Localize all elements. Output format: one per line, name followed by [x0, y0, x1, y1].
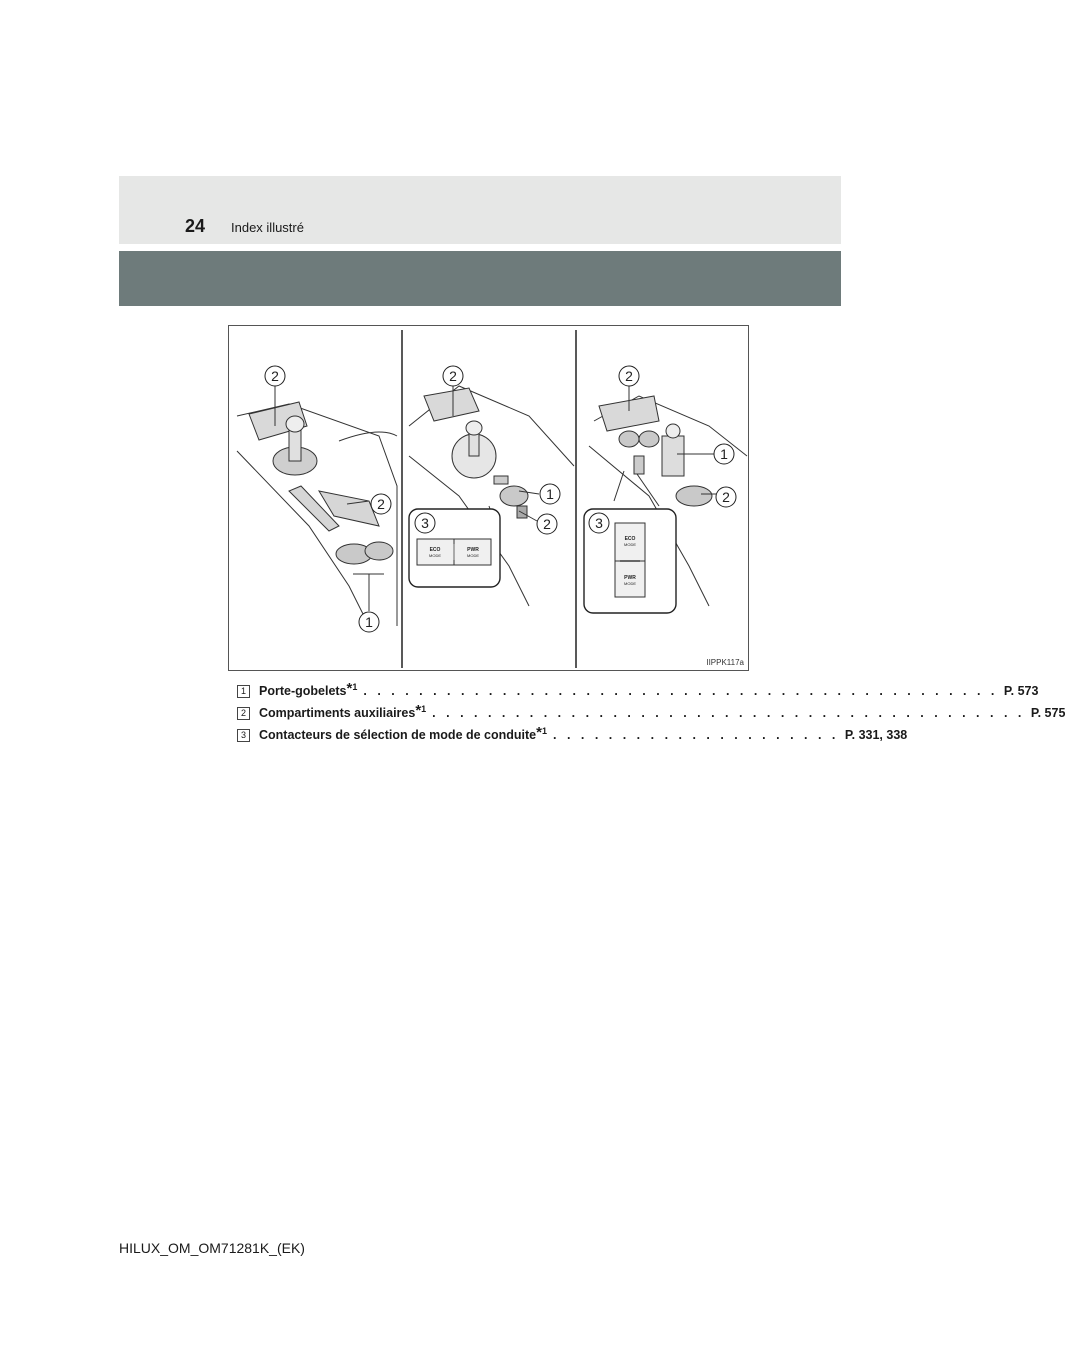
item-label-text: Contacteurs de sélection de mode de conduite: [259, 728, 537, 743]
section-banner: [119, 251, 841, 306]
eco-mode-sub: MODE: [624, 542, 636, 547]
pwr-mode-sub: MODE: [624, 581, 636, 586]
page-reference[interactable]: P. 573: [1003, 684, 1039, 698]
callout-label: 3: [595, 515, 603, 531]
footnote-star: *: [536, 723, 542, 741]
leader-dots: . . . . . . . . . . . . . . . . . . . . . . . . . . . . . . . . . . . . . . . . . . . . . .: [363, 684, 998, 698]
pwr-mode-sub: MODE: [467, 553, 479, 558]
footnote-star: *: [415, 701, 422, 719]
illustration-drawing: [229, 326, 750, 672]
section-title: Index illustré: [231, 220, 304, 235]
callout-label: 3: [421, 515, 429, 531]
item-label: [259, 723, 547, 743]
page-reference[interactable]: P. 331, 338: [844, 728, 908, 742]
pwr-mode-label: PWR: [467, 547, 479, 553]
console-illustration: [228, 325, 749, 671]
callout-label: 2: [377, 496, 385, 512]
legend-list: [237, 679, 1065, 746]
list-item: [237, 723, 908, 746]
eco-mode-label: ECO: [429, 547, 441, 553]
footnote-number: 1: [352, 682, 358, 693]
callout-label: 2: [543, 516, 551, 532]
eco-mode-label: ECO: [624, 536, 636, 542]
page-number: 24: [185, 216, 206, 236]
item-label-text: Compartiments auxiliaires: [259, 706, 416, 721]
figure-code: IIPPK117a: [706, 658, 744, 667]
footnote-number: 1: [421, 704, 427, 715]
leader-dots: . . . . . . . . . . . . . . . . . . . . .: [553, 728, 839, 742]
leader-dots: . . . . . . . . . . . . . . . . . . . . . . . . . . . . . . . . . . . . . . . . . . .: [432, 706, 1025, 720]
item-label-text: Porte-gobelets: [259, 684, 347, 699]
header-band: [119, 176, 841, 244]
eco-mode-sub: MODE: [429, 553, 441, 558]
footnote-star: *: [346, 679, 353, 697]
callout-label: 2: [625, 368, 633, 384]
list-item: [237, 679, 1039, 702]
list-item: [237, 701, 1065, 724]
item-label: [259, 701, 427, 721]
callout-label: 1: [720, 446, 728, 462]
item-number: 1: [237, 685, 250, 698]
callout-label: 1: [365, 614, 373, 630]
callout-label: 2: [722, 489, 730, 505]
pwr-mode-label: PWR: [624, 575, 636, 581]
page-reference[interactable]: P. 575: [1030, 706, 1065, 720]
callout-label: 1: [546, 486, 554, 502]
item-number: 2: [237, 707, 250, 720]
document-code: HILUX_OM_OM71281K_(EK): [119, 1240, 305, 1256]
footnote-number: 1: [541, 726, 547, 737]
item-label: [259, 679, 358, 699]
item-number: 3: [237, 729, 250, 742]
callout-label: 2: [449, 368, 457, 384]
callout-label: 2: [271, 368, 279, 384]
